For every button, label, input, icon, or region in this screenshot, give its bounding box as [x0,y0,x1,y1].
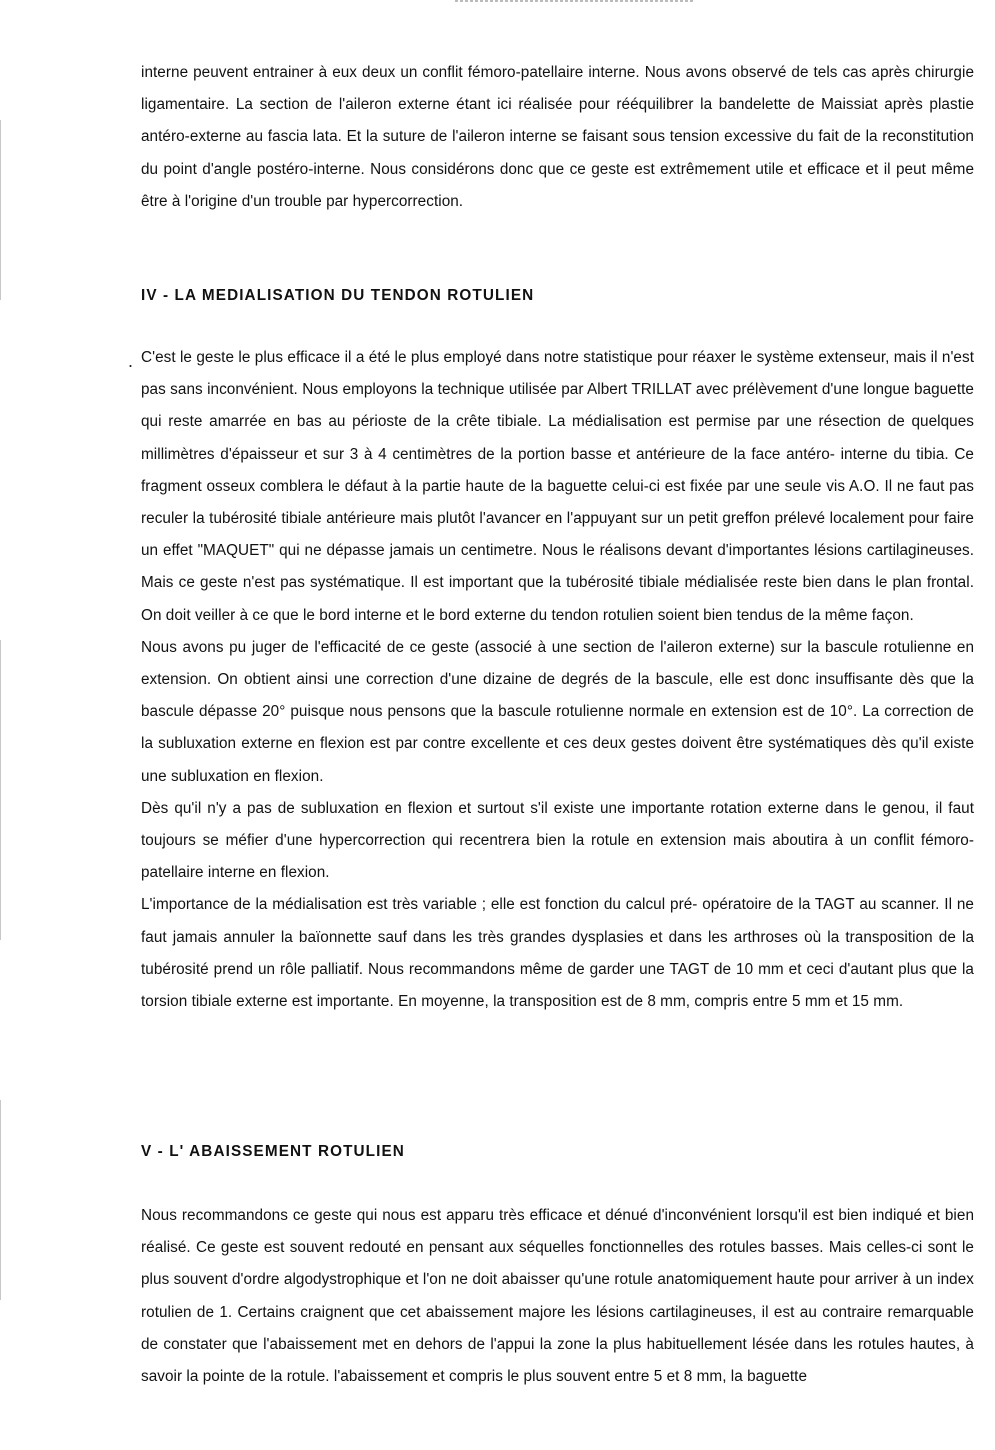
paragraph: interne peuvent entrainer à eux deux un conflit fémoro-patellaire interne. Nous avons observé de tels cas après chirurgie ligamentaire. La section de l'aileron externe étant ici réalisée pour rééquilibrer la bandelette de Maissiat après plastie antéro-externe au fascia lata. Et la suture de l'aileron interne se faisant sous tension excessive du fait de la reconstitution du point d'angle postéro-interne. Nous considérons donc que ce geste est extrêmement utile et efficace et il peut même être à l'origine d'un trouble par hypercorrection. [141,64,974,210]
section-heading-abaissement: V - L' ABAISSEMENT ROTULIEN [141,1143,405,1160]
paragraph: Nous avons pu juger de l'efficacité de ce geste (associé à une section de l'aileron externe) sur la bascule rotulienne en extension. On obtient ainsi une correction d'une dizaine de degrés de la bascule, elle est donc insuffisante dès que la bascule dépasse 20° puisque nous pensons que la bascule rotulienne normale en extension est de 10°. La correction de la subluxation externe en flexion est par contre excellente et ces deux gestes doivent être systématiques dès qu'il existe une subluxation en flexion. [141,638,974,785]
section-heading-medialisation: IV - LA MEDIALISATION DU TENDON ROTULIEN [141,287,535,304]
paragraph: L'importance de la médialisation est très variable ; elle est fonction du calcul pré- opératoire de la TAGT au scanner. Il ne faut jamais annuler la baïonnette sauf dans les très grandes dysplasies et dans les arthroses où la transposition de la tubérosité prend un rôle palliatif. Nous recommandons même de garder une TAGT de 10 mm et ceci d'autant plus que la torsion tibiale externe est importante. En moyenne, la transposition est de 8 mm, compris entre 5 mm et 15 mm. [141,896,974,1011]
stray-mark: . [128,351,134,371]
left-margin-mark [0,120,1,300]
paragraph: Dès qu'il n'y a pas de subluxation en flexion et surtout s'il existe une importante rotation externe dans le genou, il faut toujours se méfier d'une hypercorrection qui recentrera bien la rotule en extension mais aboutira à un conflit fémoro-patellaire interne en flexion. [141,799,974,882]
section-abaissement-body [141,1200,974,1393]
top-scan-rule [455,0,695,2]
paragraph: C'est le geste le plus efficace il a été le plus employé dans notre statistique pour réaxer le système extenseur, mais il n'est pas sans inconvénient. Nous employons la technique utilisée par Albert TRILLAT avec prélèvement d'une longue baguette qui reste amarrée en bas au périoste de la crête tibiale. La médialisation est permise par une résection de quelques millimètres d'épaisseur et sur 3 à 4 centimètres de la portion basse et antérieure de la face antéro- interne du tibia. Ce fragment osseux comblera le défaut à la partie haute de la baguette celui-ci est fixée par une seule vis A.O. Il ne faut pas reculer la tubérosité tibiale antérieure mais plutôt l'avancer en l'appuyant sur un petit greffon prélevé localement pour faire un effet "MAQUET" qui ne dépasse jamais un centimetre. Nous le réalisons devant d'importantes lésions cartilagineuses. Mais ce geste n'est pas systématique. Il est important que la tubérosité tibiale médialisée reste bien dans le plan frontal. On doit veiller à ce que le bord interne et le bord externe du tendon rotulien soient bien tendus de la même façon. [141,349,974,624]
section-medialisation-body [141,342,974,1018]
left-margin-mark [0,640,1,940]
section-continuation [141,57,974,218]
paragraph: Nous recommandons ce geste qui nous est apparu très efficace et dénué d'inconvénient lorsqu'il est bien indiqué et bien réalisé. Ce geste est souvent redouté en pensant aux séquelles fonctionnelles des rotules basses. Mais celles-ci sont le plus souvent d'ordre algodystrophique et l'on ne doit abaisser qu'une rotule anatomiquement haute pour arriver à un index rotulien de 1. Certains craignent que cet abaissement majore les lésions cartilagineuses, il est au contraire remarquable de constater que l'abaissement met en dehors de l'appui la zone la plus habituellement lésée dans les rotules hautes, à savoir la pointe de la rotule. l'abaissement et compris le plus souvent entre 5 et 8 mm, la baguette [141,1207,974,1386]
left-margin-mark [0,1100,1,1300]
